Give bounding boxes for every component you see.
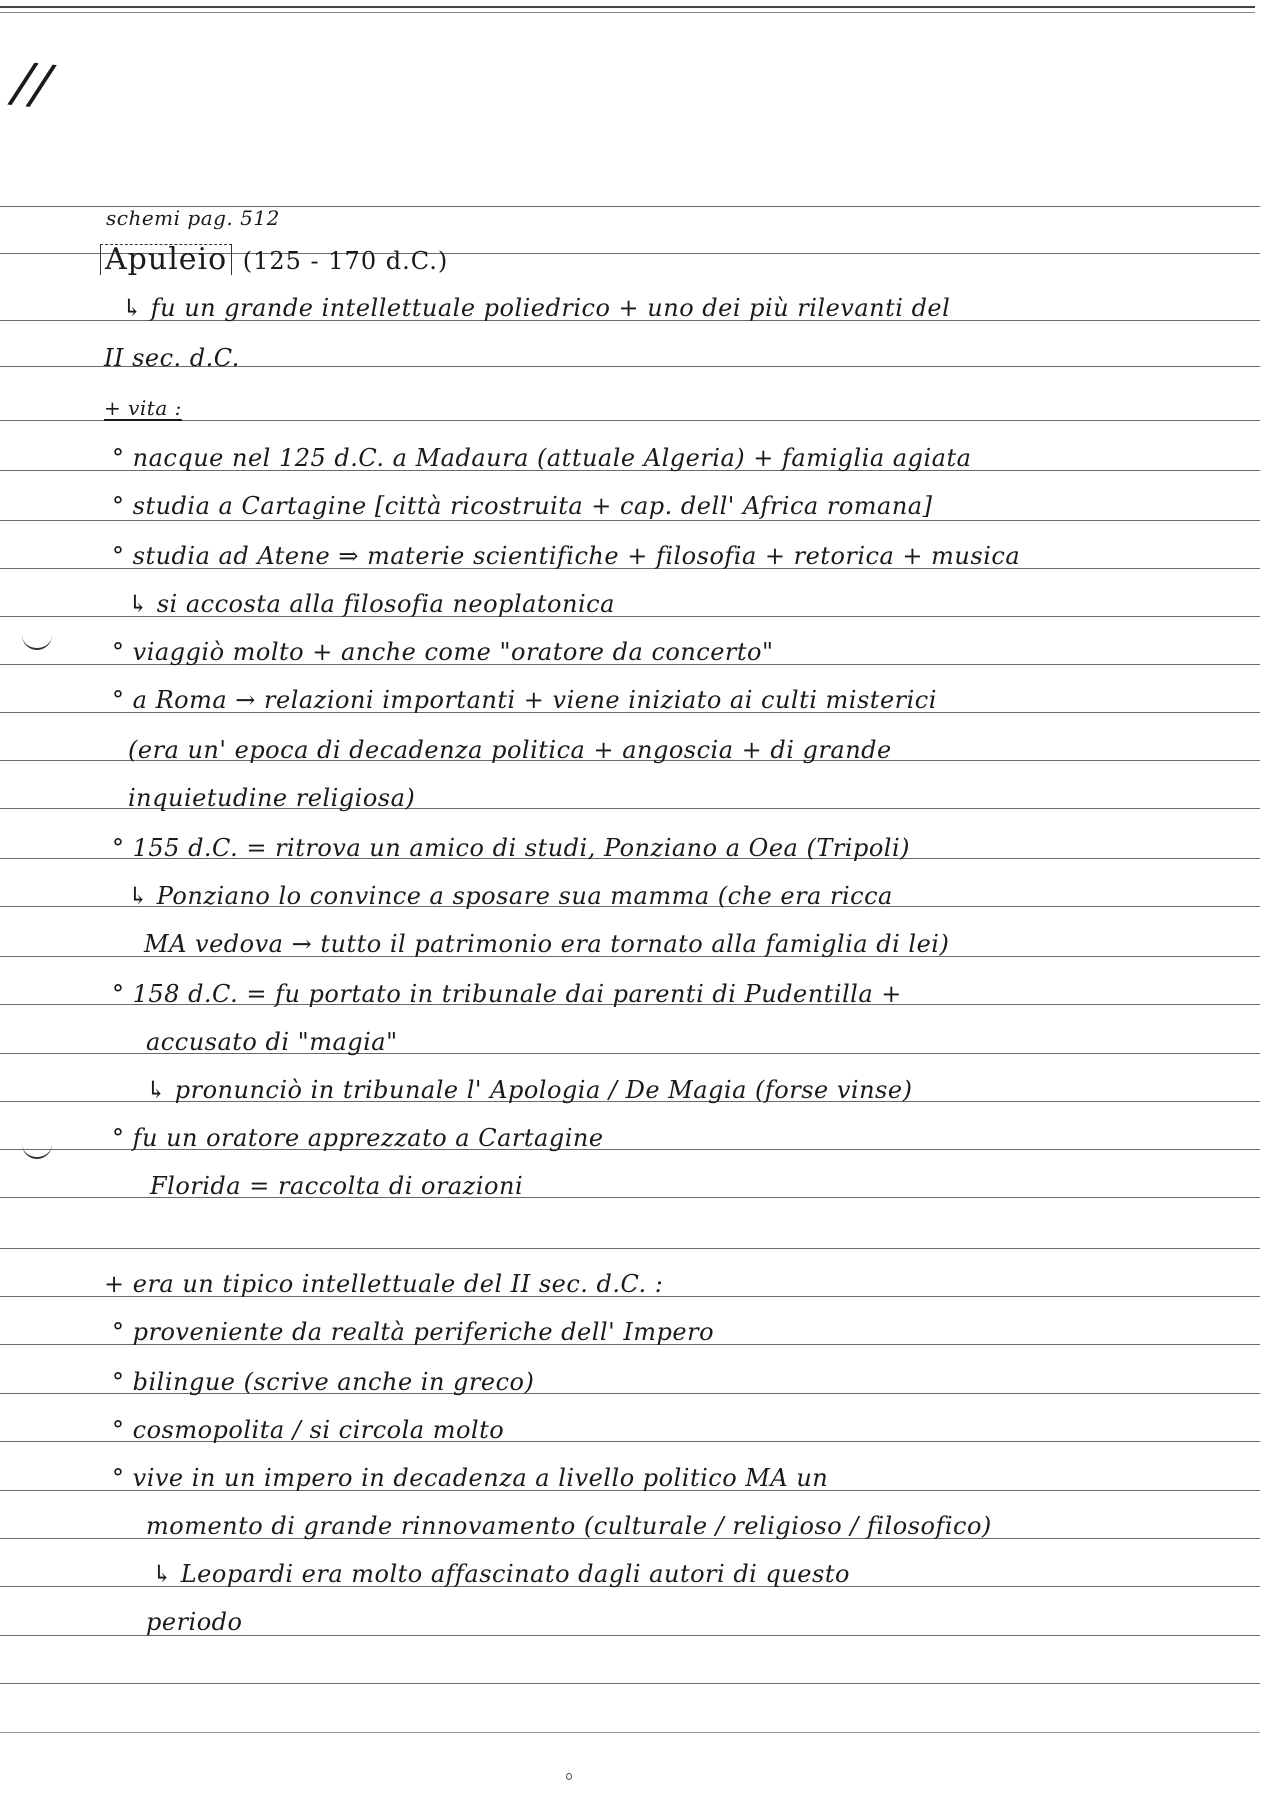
note-line: periodo <box>146 1608 243 1636</box>
smile-margin-mark <box>22 634 52 650</box>
page-title-row <box>100 244 448 275</box>
intro-line: II sec. d.C. <box>104 344 240 372</box>
note-line: ° studia ad Atene ⇒ materie scientifiche + filosofia + retorica + musica <box>112 542 1021 570</box>
note-line: ° proveniente da realtà periferiche dell' Impero <box>112 1318 715 1346</box>
ruled-line <box>0 420 1260 421</box>
top-border <box>0 6 1255 8</box>
ruled-line <box>0 520 1260 521</box>
note-line: ↳ Ponziano lo convince a sposare sua mamma (che era ricca <box>128 882 893 910</box>
note-line: ° 155 d.C. = ritrova un amico di studi, Ponziano a Oea (Tripoli) <box>112 834 911 862</box>
page-title: Apuleio <box>100 244 232 275</box>
note-line: ° studia a Cartagine [città ricostruita + cap. dell' Africa romana] <box>112 492 933 520</box>
note-line: ° bilingue (scrive anche in greco) <box>112 1368 535 1396</box>
page-reference: schemi pag. 512 <box>106 206 280 230</box>
note-line: ° 158 d.C. = fu portato in tribunale dai parenti di Pudentilla + <box>112 980 902 1008</box>
note-line: ↳ pronunciò in tribunale l' Apologia / De Magia (forse vinse) <box>146 1076 913 1104</box>
top-border-inner <box>0 12 1255 13</box>
note-line: ° vive in un impero in decadenza a livello politico MA un <box>112 1464 829 1492</box>
ruled-line <box>0 1732 1260 1733</box>
note-line: ° viaggiò molto + anche come "oratore da concerto" <box>112 638 774 666</box>
section-heading-vita: + vita : <box>104 396 182 420</box>
title-dates: (125 - 170 d.C.) <box>242 247 449 275</box>
note-line: accusato di "magia" <box>146 1028 398 1056</box>
smile-margin-mark <box>22 1143 52 1159</box>
ruled-line <box>0 1683 1260 1684</box>
note-line: ° fu un oratore apprezzato a Cartagine <box>112 1124 604 1152</box>
note-line: (era un' epoca di decadenza politica + angoscia + di grande <box>128 736 892 764</box>
note-line: ° a Roma → relazioni importanti + viene iniziato ai culti misterici <box>112 686 937 714</box>
note-line: momento di grande rinnovamento (culturale / religioso / filosofico) <box>146 1512 992 1540</box>
note-line: ↳ Leopardi era molto affascinato dagli autori di questo <box>152 1560 850 1588</box>
note-line: Florida = raccolta di orazioni <box>150 1172 524 1200</box>
stray-mark <box>566 1773 572 1780</box>
note-line: ° nacque nel 125 d.C. a Madaura (attuale Algeria) + famiglia agiata <box>112 444 972 472</box>
note-line: MA vedova → tutto il patrimonio era tornato alla famiglia di lei) <box>144 930 950 958</box>
intro-line: ↳ fu un grande intellettuale poliedrico + uno dei più rilevanti del <box>122 294 951 322</box>
note-line: ↳ si accosta alla filosofia neoplatonica <box>128 590 615 618</box>
double-slash-mark: // <box>10 50 54 117</box>
ruled-line <box>0 1248 1260 1249</box>
section-heading-intellettuale: + era un tipico intellettuale del II sec. d.C. : <box>104 1270 664 1298</box>
note-line: inquietudine religiosa) <box>128 784 416 812</box>
note-line: ° cosmopolita / si circola molto <box>112 1416 505 1444</box>
